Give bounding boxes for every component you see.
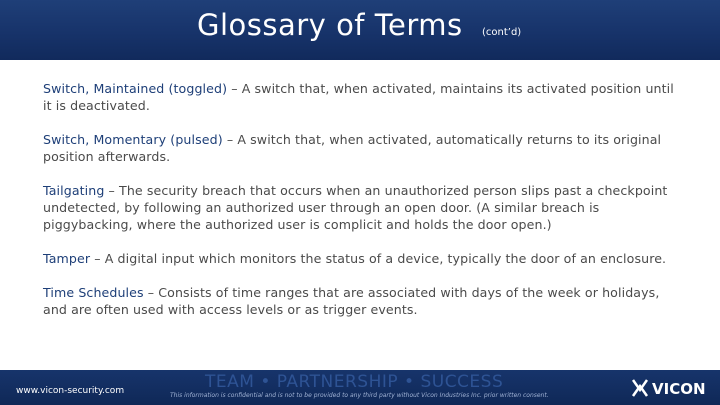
- term-name: Tamper: [43, 251, 91, 266]
- glossary-entry: [43, 284, 683, 318]
- term-definition: – A switch that, when activated, maintains its activated position until it is deactivated.: [43, 81, 674, 113]
- brand-logo: VICON: [652, 380, 706, 398]
- term-definition: – The security breach that occurs when an unauthorized person slips past a checkpoint undetected, by following an authorized user through an open door. (A similar breach is piggybacking, where the authorized user is complicit and holds the door open.): [43, 183, 668, 232]
- glossary-entry: [43, 182, 683, 233]
- header-bar: [0, 0, 720, 60]
- glossary-entry: [43, 80, 683, 114]
- page-title: Glossary of Terms: [197, 8, 463, 42]
- term-definition: – A digital input which monitors the status of a device, typically the door of an enclosure.: [90, 251, 667, 266]
- confidentiality-notice: This information is confidential and is not to be provided to any third party without Vicon Industries Inc. prior written consent.: [170, 392, 549, 399]
- vicon-logo-icon: [630, 378, 650, 398]
- footer-bar: [0, 370, 720, 405]
- page-subtitle: (cont’d): [482, 27, 522, 38]
- term-definition: – Consists of time ranges that are associated with days of the week or holidays, and are often used with access levels or as trigger events.: [43, 285, 660, 317]
- glossary-list: [43, 80, 683, 318]
- footer-tagline: TEAM • PARTNERSHIP • SUCCESS: [205, 372, 504, 392]
- term-name: Switch, Maintained (toggled): [43, 81, 228, 96]
- term-name: Time Schedules: [43, 285, 144, 300]
- term-name: Tailgating: [43, 183, 105, 198]
- glossary-entry: [43, 250, 683, 267]
- website-link[interactable]: www.vicon-security.com: [16, 386, 125, 396]
- glossary-entry: [43, 131, 683, 165]
- term-name: Switch, Momentary (pulsed): [43, 132, 223, 147]
- term-definition: – A switch that, when activated, automatically returns to its original position afterwards.: [43, 132, 662, 164]
